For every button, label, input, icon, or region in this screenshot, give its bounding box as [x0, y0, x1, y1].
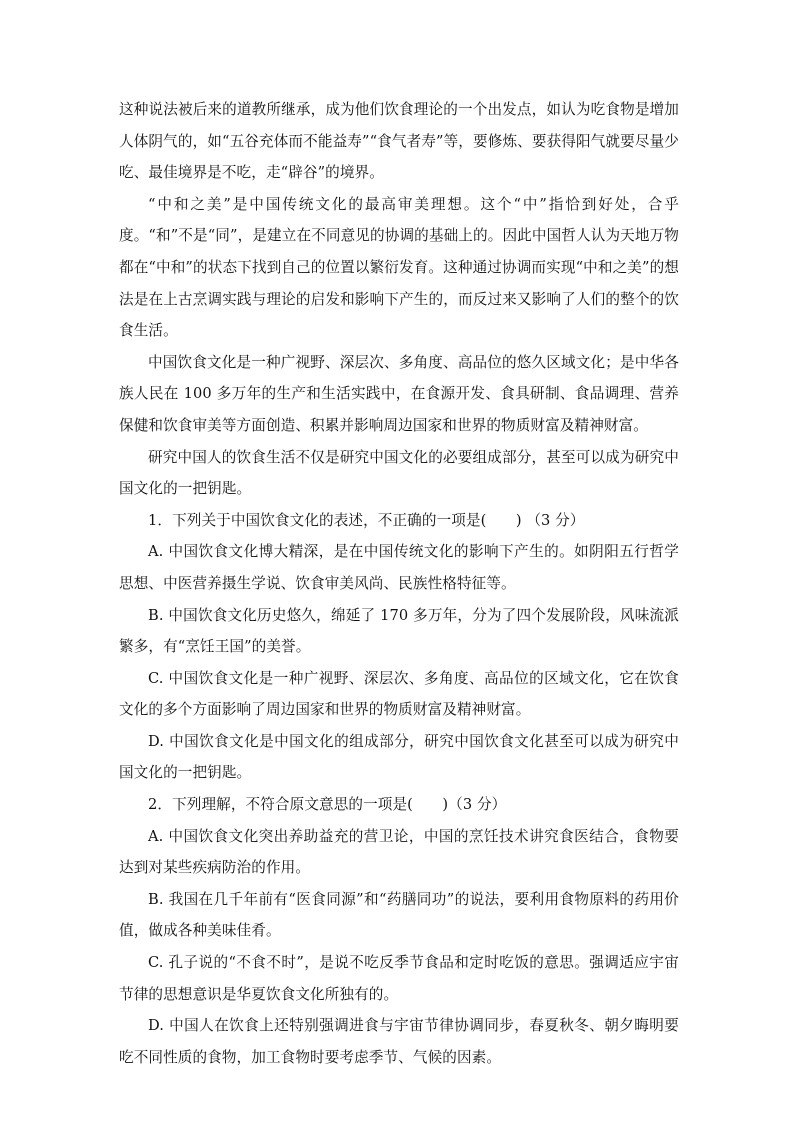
question-1-stem: 1．下列关于中国饮食文化的表述，不正确的一项是( ) （3 分） [148, 511, 585, 529]
question-2-option-c: C. 孔子说的“不食不时”，是说不吃反季节食品和定时吃饭的意思。强调适应宇宙节律的思想意识是华夏饮食文化所独有的。 [119, 954, 679, 1003]
question-2-option-a: A. 中国饮食文化突出养助益充的营卫论，中国的烹饪技术讲究食医结合，食物要达到对某些疾病防治的作用。 [119, 827, 679, 877]
question-2-option-b: B. 我国在几千年前有“医食同源”和“药膳同功”的说法，要利用食物原料的药用价值，做成各种美味佳肴。 [119, 890, 679, 940]
question-2-stem: 2．下列理解，不符合原文意思的一项是( )（3 分） [148, 796, 507, 814]
paragraph-harmony-beauty: “中和之美”是中国传统文化的最高审美理想。这个“中”指恰到好处，合乎度。“和”不是“同”，是建立在不同意见的协调的基础上的。因此中国哲人认为天地万物都在“中和”的状态下找到自己的位置以繁衍发育。这种通过协调而实现“中和之美”的想法是在上古烹调实践与理论的启发和影响下产生的，而反过来又影响了人们的整个的饮食生活。 [119, 195, 679, 340]
question-1-option-c: C. 中国饮食文化是一种广视野、深层次、多角度、高品位的区域文化，它在饮食文化的多个方面影响了周边国家和世界的物质财富及精神财富。 [119, 669, 679, 719]
question-2-option-d: D. 中国人在饮食上还特别强调进食与宇宙节律协调同步，春夏秋冬、朝夕晦明要吃不同性质的食物，加工食物时要考虑季节、气候的因素。 [119, 1017, 679, 1066]
question-1-option-b: B. 中国饮食文化历史悠久，绵延了 170 多万年，分为了四个发展阶段，风味流派繁多，有“烹饪王国”的美誉。 [119, 606, 679, 656]
question-1-option-a: A. 中国饮食文化博大精深，是在中国传统文化的影响下产生的。如阴阳五行哲学思想、中医营养摄生学说、饮食审美风尚、民族性格特征等。 [119, 543, 679, 592]
paragraph-taoism-continuation: 这种说法被后来的道教所继承，成为他们饮食理论的一个出发点，如认为吃食物是增加人体阴气的，如“五谷充体而不能益寿”“食气者寿”等，要修炼、要获得阳气就要尽量少吃、最佳境界是不吃，走“辟谷”的境界。 [119, 101, 679, 182]
paragraph-research-key: 研究中国人的饮食生活不仅是研究中国文化的必要组成部分，甚至可以成为研究中国文化的一把钥匙。 [119, 448, 679, 498]
document-body [119, 94, 679, 1073]
paragraph-food-culture-definition: 中国饮食文化是一种广视野、深层次、多角度、高品位的悠久区域文化；是中华各族人民在 100 多万年的生产和生活实践中，在食源开发、食具研制、食品调理、营养保健和饮食审美等方面创造、积累并影响周边国家和世界的物质财富及精神财富。 [119, 353, 679, 434]
question-1-option-d: D. 中国饮食文化是中国文化的组成部分，研究中国饮食文化甚至可以成为研究中国文化的一把钥匙。 [119, 732, 679, 782]
